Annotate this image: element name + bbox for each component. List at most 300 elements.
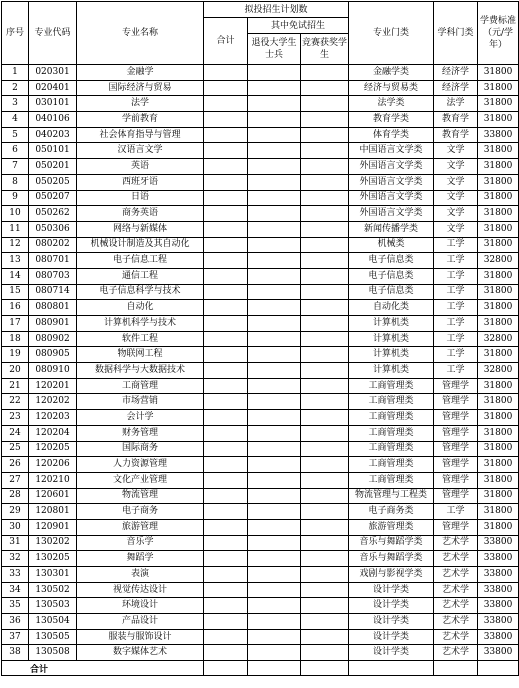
category-cell: 自动化类 [349, 300, 434, 316]
code-cell: 050201 [29, 159, 77, 175]
table-row [2, 96, 519, 112]
discipline-cell: 工学 [434, 268, 478, 284]
seq-cell: 32 [2, 551, 29, 567]
award-cell [301, 253, 349, 269]
discipline-cell: 文学 [434, 159, 478, 175]
category-cell: 体育学类 [349, 127, 434, 143]
name-cell: 环境设计 [77, 598, 204, 614]
award-cell [301, 441, 349, 457]
discipline-cell: 艺术学 [434, 567, 478, 583]
category-cell: 戏剧与影视学类 [349, 567, 434, 583]
seq-cell: 29 [2, 504, 29, 520]
discipline-cell: 管理学 [434, 472, 478, 488]
veteran-cell [248, 410, 301, 426]
seq-cell: 37 [2, 629, 29, 645]
award-cell [301, 80, 349, 96]
seq-cell: 27 [2, 472, 29, 488]
header-total: 合计 [204, 18, 248, 65]
name-cell: 电子信息科学与技术 [77, 284, 204, 300]
header-award: 竞赛获奖学生 [301, 34, 349, 65]
seq-cell: 10 [2, 206, 29, 222]
code-cell: 130505 [29, 629, 77, 645]
table-body [2, 65, 519, 661]
seq-cell: 30 [2, 519, 29, 535]
code-cell: 120203 [29, 410, 77, 426]
seq-cell: 21 [2, 378, 29, 394]
discipline-cell: 经济学 [434, 65, 478, 81]
fee-cell: 31800 [478, 504, 519, 520]
category-cell: 金融学类 [349, 65, 434, 81]
plan-total-cell [204, 347, 248, 363]
discipline-cell: 艺术学 [434, 598, 478, 614]
fee-cell: 33800 [478, 127, 519, 143]
seq-cell: 7 [2, 159, 29, 175]
discipline-cell: 工学 [434, 504, 478, 520]
code-cell: 130508 [29, 645, 77, 661]
category-cell: 新闻传播学类 [349, 221, 434, 237]
veteran-cell [248, 237, 301, 253]
plan-total-cell [204, 614, 248, 630]
seq-cell: 24 [2, 425, 29, 441]
fee-cell: 33800 [478, 551, 519, 567]
code-cell: 050101 [29, 143, 77, 159]
name-cell: 会计学 [77, 410, 204, 426]
code-cell: 020401 [29, 80, 77, 96]
discipline-cell: 工学 [434, 284, 478, 300]
category-cell: 中国语言文学类 [349, 143, 434, 159]
category-cell: 电子信息类 [349, 253, 434, 269]
veteran-cell [248, 347, 301, 363]
discipline-cell: 管理学 [434, 488, 478, 504]
table-row [2, 614, 519, 630]
seq-cell: 4 [2, 112, 29, 128]
veteran-cell [248, 457, 301, 473]
award-cell [301, 394, 349, 410]
table-row [2, 190, 519, 206]
code-cell: 130504 [29, 614, 77, 630]
category-cell: 计算机类 [349, 347, 434, 363]
seq-cell: 6 [2, 143, 29, 159]
name-cell: 表演 [77, 567, 204, 583]
table-row [2, 488, 519, 504]
header-veteran: 退役大学生士兵 [248, 34, 301, 65]
fee-cell: 31800 [478, 112, 519, 128]
table-row [2, 425, 519, 441]
seq-cell: 25 [2, 441, 29, 457]
veteran-cell [248, 472, 301, 488]
category-cell: 计算机类 [349, 316, 434, 332]
plan-total-cell [204, 237, 248, 253]
fee-cell: 31800 [478, 347, 519, 363]
category-cell: 工商管理类 [349, 378, 434, 394]
table-row [2, 378, 519, 394]
table-row [2, 206, 519, 222]
table-row [2, 567, 519, 583]
veteran-cell [248, 206, 301, 222]
name-cell: 物流管理 [77, 488, 204, 504]
award-cell [301, 206, 349, 222]
category-cell: 设计学类 [349, 598, 434, 614]
code-cell: 080905 [29, 347, 77, 363]
plan-total-cell [204, 112, 248, 128]
seq-cell: 1 [2, 65, 29, 81]
name-cell: 英语 [77, 159, 204, 175]
veteran-cell [248, 65, 301, 81]
plan-total-cell [204, 504, 248, 520]
table-row [2, 127, 519, 143]
code-cell: 120601 [29, 488, 77, 504]
code-cell: 080703 [29, 268, 77, 284]
name-cell: 法学 [77, 96, 204, 112]
code-cell: 080701 [29, 253, 77, 269]
seq-cell: 5 [2, 127, 29, 143]
award-cell [301, 519, 349, 535]
name-cell: 服装与服饰设计 [77, 629, 204, 645]
table-row [2, 535, 519, 551]
category-cell: 法学类 [349, 96, 434, 112]
table-row [2, 347, 519, 363]
discipline-cell: 艺术学 [434, 551, 478, 567]
veteran-cell [248, 80, 301, 96]
category-cell: 音乐与舞蹈学类 [349, 551, 434, 567]
enrollment-plan-document [1, 1, 518, 686]
plan-total-cell [204, 410, 248, 426]
discipline-cell: 管理学 [434, 441, 478, 457]
veteran-cell [248, 488, 301, 504]
code-cell: 050205 [29, 174, 77, 190]
header-name: 专业名称 [77, 2, 204, 65]
table-row [2, 174, 519, 190]
veteran-cell [248, 551, 301, 567]
award-cell [301, 457, 349, 473]
veteran-cell [248, 127, 301, 143]
seq-cell: 2 [2, 80, 29, 96]
award-cell [301, 378, 349, 394]
veteran-cell [248, 598, 301, 614]
discipline-cell: 管理学 [434, 457, 478, 473]
table-row [2, 504, 519, 520]
total-award-cell [301, 661, 349, 676]
fee-cell: 33800 [478, 535, 519, 551]
plan-total-cell [204, 598, 248, 614]
header-fee: 学费标准（元/学年） [478, 2, 519, 65]
total-discipline-cell [434, 661, 478, 676]
table-row [2, 457, 519, 473]
discipline-cell: 艺术学 [434, 629, 478, 645]
name-cell: 旅游管理 [77, 519, 204, 535]
fee-cell: 31800 [478, 316, 519, 332]
discipline-cell: 管理学 [434, 519, 478, 535]
award-cell [301, 159, 349, 175]
plan-total-cell [204, 253, 248, 269]
award-cell [301, 504, 349, 520]
fee-cell: 32800 [478, 253, 519, 269]
name-cell: 数字媒体艺术 [77, 645, 204, 661]
code-cell: 080901 [29, 316, 77, 332]
discipline-cell: 管理学 [434, 410, 478, 426]
veteran-cell [248, 425, 301, 441]
fee-cell: 31800 [478, 472, 519, 488]
code-cell: 080910 [29, 363, 77, 379]
category-cell: 外国语言文学类 [349, 174, 434, 190]
code-cell: 040106 [29, 112, 77, 128]
code-cell: 120201 [29, 378, 77, 394]
discipline-cell: 工学 [434, 316, 478, 332]
table-row [2, 143, 519, 159]
discipline-cell: 经济学 [434, 80, 478, 96]
table-header [2, 2, 519, 65]
award-cell [301, 425, 349, 441]
category-cell: 外国语言文学类 [349, 206, 434, 222]
discipline-cell: 文学 [434, 174, 478, 190]
discipline-cell: 工学 [434, 300, 478, 316]
plan-total-cell [204, 331, 248, 347]
award-cell [301, 65, 349, 81]
code-cell: 120204 [29, 425, 77, 441]
plan-total-cell [204, 378, 248, 394]
fee-cell: 31800 [478, 378, 519, 394]
seq-cell: 22 [2, 394, 29, 410]
award-cell [301, 143, 349, 159]
code-cell: 050306 [29, 221, 77, 237]
code-cell: 030101 [29, 96, 77, 112]
category-cell: 工商管理类 [349, 425, 434, 441]
award-cell [301, 598, 349, 614]
award-cell [301, 410, 349, 426]
name-cell: 视觉传达设计 [77, 582, 204, 598]
plan-total-cell [204, 488, 248, 504]
discipline-cell: 艺术学 [434, 535, 478, 551]
seq-cell: 34 [2, 582, 29, 598]
category-cell: 工商管理类 [349, 457, 434, 473]
veteran-cell [248, 300, 301, 316]
seq-cell: 35 [2, 598, 29, 614]
name-cell: 社会体育指导与管理 [77, 127, 204, 143]
award-cell [301, 221, 349, 237]
discipline-cell: 工学 [434, 347, 478, 363]
name-cell: 文化产业管理 [77, 472, 204, 488]
name-cell: 电子商务 [77, 504, 204, 520]
fee-cell: 31800 [478, 65, 519, 81]
total-fee-cell [478, 661, 519, 676]
total-category-cell [349, 661, 434, 676]
fee-cell: 31800 [478, 237, 519, 253]
fee-cell: 32800 [478, 363, 519, 379]
table-row [2, 598, 519, 614]
category-cell: 电子商务类 [349, 504, 434, 520]
seq-cell: 23 [2, 410, 29, 426]
plan-total-cell [204, 221, 248, 237]
category-cell: 电子信息类 [349, 284, 434, 300]
plan-total-cell [204, 159, 248, 175]
table-row [2, 268, 519, 284]
discipline-cell: 工学 [434, 253, 478, 269]
category-cell: 计算机类 [349, 363, 434, 379]
plan-total-cell [204, 96, 248, 112]
table-row [2, 645, 519, 661]
fee-cell: 31800 [478, 190, 519, 206]
name-cell: 人力资源管理 [77, 457, 204, 473]
fee-cell: 31800 [478, 519, 519, 535]
name-cell: 机械设计制造及其自动化 [77, 237, 204, 253]
award-cell [301, 472, 349, 488]
award-cell [301, 284, 349, 300]
name-cell: 软件工程 [77, 331, 204, 347]
name-cell: 网络与新媒体 [77, 221, 204, 237]
award-cell [301, 268, 349, 284]
seq-cell: 19 [2, 347, 29, 363]
table-row [2, 472, 519, 488]
table-row [2, 80, 519, 96]
code-cell: 130502 [29, 582, 77, 598]
name-cell: 西班牙语 [77, 174, 204, 190]
table-row [2, 441, 519, 457]
veteran-cell [248, 363, 301, 379]
category-cell: 工商管理类 [349, 441, 434, 457]
plan-total-cell [204, 551, 248, 567]
plan-total-cell [204, 284, 248, 300]
seq-cell: 3 [2, 96, 29, 112]
fee-cell: 33800 [478, 614, 519, 630]
fee-cell: 31800 [478, 80, 519, 96]
code-cell: 130205 [29, 551, 77, 567]
table-row [2, 582, 519, 598]
award-cell [301, 567, 349, 583]
award-cell [301, 190, 349, 206]
award-cell [301, 582, 349, 598]
fee-cell: 31800 [478, 410, 519, 426]
veteran-cell [248, 96, 301, 112]
discipline-cell: 管理学 [434, 394, 478, 410]
code-cell: 040203 [29, 127, 77, 143]
award-cell [301, 629, 349, 645]
veteran-cell [248, 284, 301, 300]
award-cell [301, 112, 349, 128]
seq-cell: 15 [2, 284, 29, 300]
code-cell: 080801 [29, 300, 77, 316]
plan-total-cell [204, 174, 248, 190]
veteran-cell [248, 394, 301, 410]
veteran-cell [248, 519, 301, 535]
plan-total-cell [204, 127, 248, 143]
header-exempt-group: 其中免试招生 [248, 18, 349, 34]
veteran-cell [248, 645, 301, 661]
discipline-cell: 文学 [434, 190, 478, 206]
name-cell: 金融学 [77, 65, 204, 81]
fee-cell: 33800 [478, 598, 519, 614]
code-cell: 120801 [29, 504, 77, 520]
name-cell: 财务管理 [77, 425, 204, 441]
name-cell: 物联网工程 [77, 347, 204, 363]
plan-total-cell [204, 394, 248, 410]
discipline-cell: 文学 [434, 221, 478, 237]
seq-cell: 17 [2, 316, 29, 332]
table-row [2, 551, 519, 567]
fee-cell: 33800 [478, 582, 519, 598]
total-veteran-cell [248, 661, 301, 676]
table-row [2, 65, 519, 81]
award-cell [301, 551, 349, 567]
veteran-cell [248, 253, 301, 269]
seq-cell: 20 [2, 363, 29, 379]
fee-cell: 31800 [478, 441, 519, 457]
code-cell: 120901 [29, 519, 77, 535]
header-code: 专业代码 [29, 2, 77, 65]
plan-total-cell [204, 519, 248, 535]
award-cell [301, 331, 349, 347]
veteran-cell [248, 190, 301, 206]
name-cell: 学前教育 [77, 112, 204, 128]
veteran-cell [248, 629, 301, 645]
plan-total-cell [204, 645, 248, 661]
veteran-cell [248, 174, 301, 190]
fee-cell: 33800 [478, 567, 519, 583]
table-row [2, 159, 519, 175]
seq-cell: 31 [2, 535, 29, 551]
veteran-cell [248, 582, 301, 598]
plan-total-cell [204, 535, 248, 551]
plan-total-cell [204, 567, 248, 583]
seq-cell: 8 [2, 174, 29, 190]
award-cell [301, 347, 349, 363]
award-cell [301, 174, 349, 190]
fee-cell: 31800 [478, 394, 519, 410]
plan-total-cell [204, 268, 248, 284]
category-cell: 音乐与舞蹈学类 [349, 535, 434, 551]
plan-total-cell [204, 300, 248, 316]
fee-cell: 31800 [478, 159, 519, 175]
plan-total-cell [204, 363, 248, 379]
seq-cell: 33 [2, 567, 29, 583]
fee-cell: 31800 [478, 221, 519, 237]
discipline-cell: 工学 [434, 363, 478, 379]
name-cell: 商务英语 [77, 206, 204, 222]
plan-total-cell [204, 582, 248, 598]
plan-total-cell [204, 65, 248, 81]
name-cell: 计算机科学与技术 [77, 316, 204, 332]
discipline-cell: 管理学 [434, 378, 478, 394]
fee-cell: 31800 [478, 284, 519, 300]
award-cell [301, 316, 349, 332]
category-cell: 外国语言文学类 [349, 190, 434, 206]
table-row [2, 284, 519, 300]
fee-cell: 31800 [478, 425, 519, 441]
table-row [2, 112, 519, 128]
name-cell: 电子信息工程 [77, 253, 204, 269]
plan-total-cell [204, 629, 248, 645]
fee-cell: 31800 [478, 300, 519, 316]
table-row [2, 300, 519, 316]
fee-cell: 32800 [478, 331, 519, 347]
header-seq: 序号 [2, 2, 29, 65]
category-cell: 工商管理类 [349, 472, 434, 488]
table-row [2, 316, 519, 332]
category-cell: 教育学类 [349, 112, 434, 128]
category-cell: 设计学类 [349, 629, 434, 645]
plan-total-cell [204, 316, 248, 332]
veteran-cell [248, 143, 301, 159]
discipline-cell: 艺术学 [434, 614, 478, 630]
enrollment-plan-table [1, 1, 519, 676]
seq-cell: 12 [2, 237, 29, 253]
code-cell: 120210 [29, 472, 77, 488]
plan-total-cell [204, 80, 248, 96]
plan-total-cell [204, 206, 248, 222]
total-label: 合计 [2, 661, 204, 676]
code-cell: 080714 [29, 284, 77, 300]
discipline-cell: 工学 [434, 331, 478, 347]
code-cell: 050207 [29, 190, 77, 206]
